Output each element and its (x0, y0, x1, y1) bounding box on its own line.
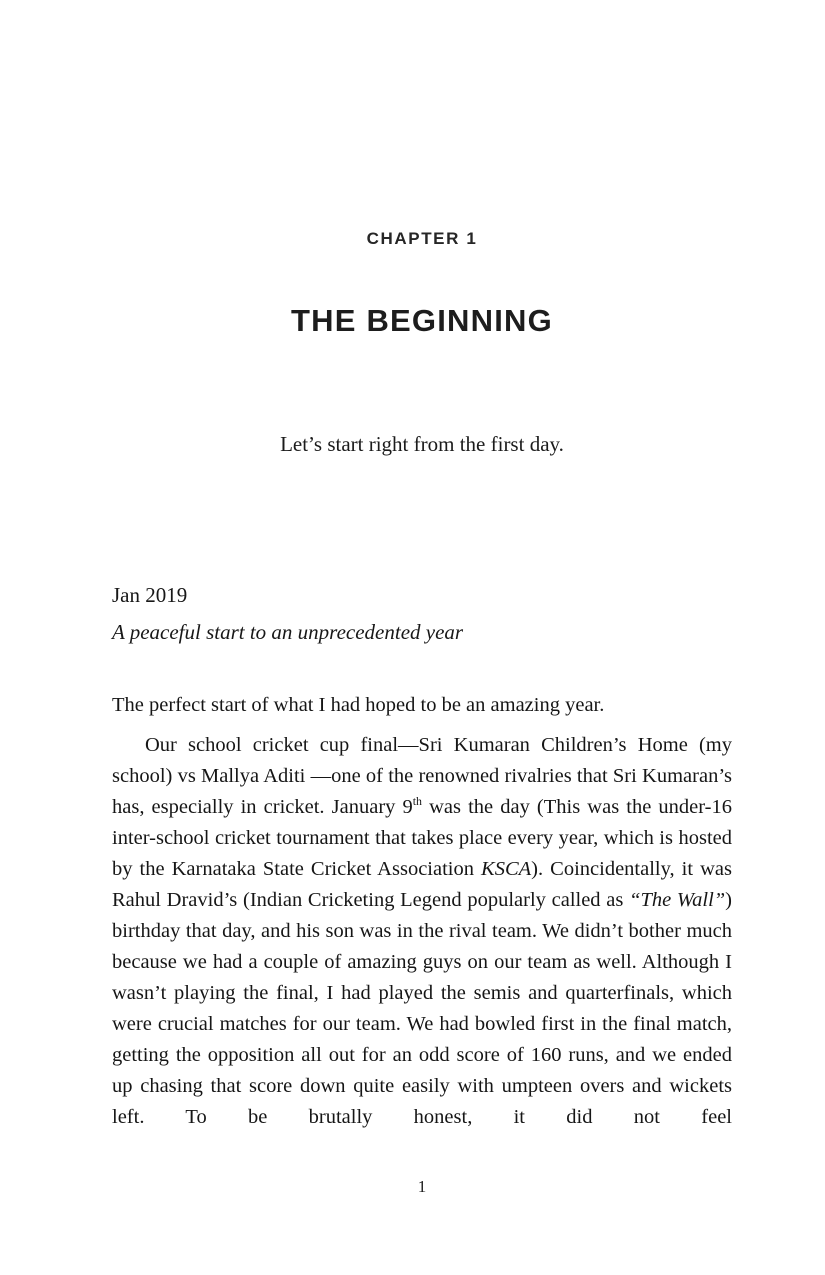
body-text: was the day (This was the under-16 inter-school cricket tournament that takes place every year, which is hosted by the Karnataka State Cricket Association (112, 796, 732, 880)
chapter-label: CHAPTER 1 (366, 229, 478, 248)
epigraph-line: Let’s start right from the first day. (280, 432, 564, 456)
paragraph (112, 730, 732, 1133)
superscript-text: th (412, 794, 422, 809)
body-text: ) birthday that day, and his son was in the rival team. We didn’t bother much because we had a couple of amazing guys on our team as well. Although I wasn’t playing the final, I had played the semis and quarterfinals, which were crucial matches for our team. We had bowled first in the final match, getting the opposition all out for an odd score of 160 runs, and we ended up chasing that score down quite easily with umpteen overs and wickets left. To be brutally honest, it did not feel (112, 889, 732, 1128)
body-text: ). Coincidentally, it was Rahul Dravid’s (Indian Cricketing Legend popularly called as (112, 858, 733, 911)
chapter-title: THE BEGINNING (291, 303, 553, 338)
page-number: 1 (417, 1177, 427, 1196)
section-subtitle: A peaceful start to an unprecedented year (112, 620, 464, 644)
body-text: The perfect start of what I had hoped to be an amazing year. (112, 694, 605, 716)
paragraph (112, 690, 732, 721)
body-paragraphs (112, 690, 732, 1133)
body-text: Our school cricket cup final—Sri Kumaran Children’s Home (my school) vs Mallya Aditi —one of the renowned rivalries that Sri Kumaran’s has, especially in cricket. January 9 (112, 734, 732, 818)
date-line: Jan 2019 (112, 583, 188, 607)
italic-text: “The Wall” (629, 889, 726, 911)
italic-text: KSCA (481, 858, 532, 880)
